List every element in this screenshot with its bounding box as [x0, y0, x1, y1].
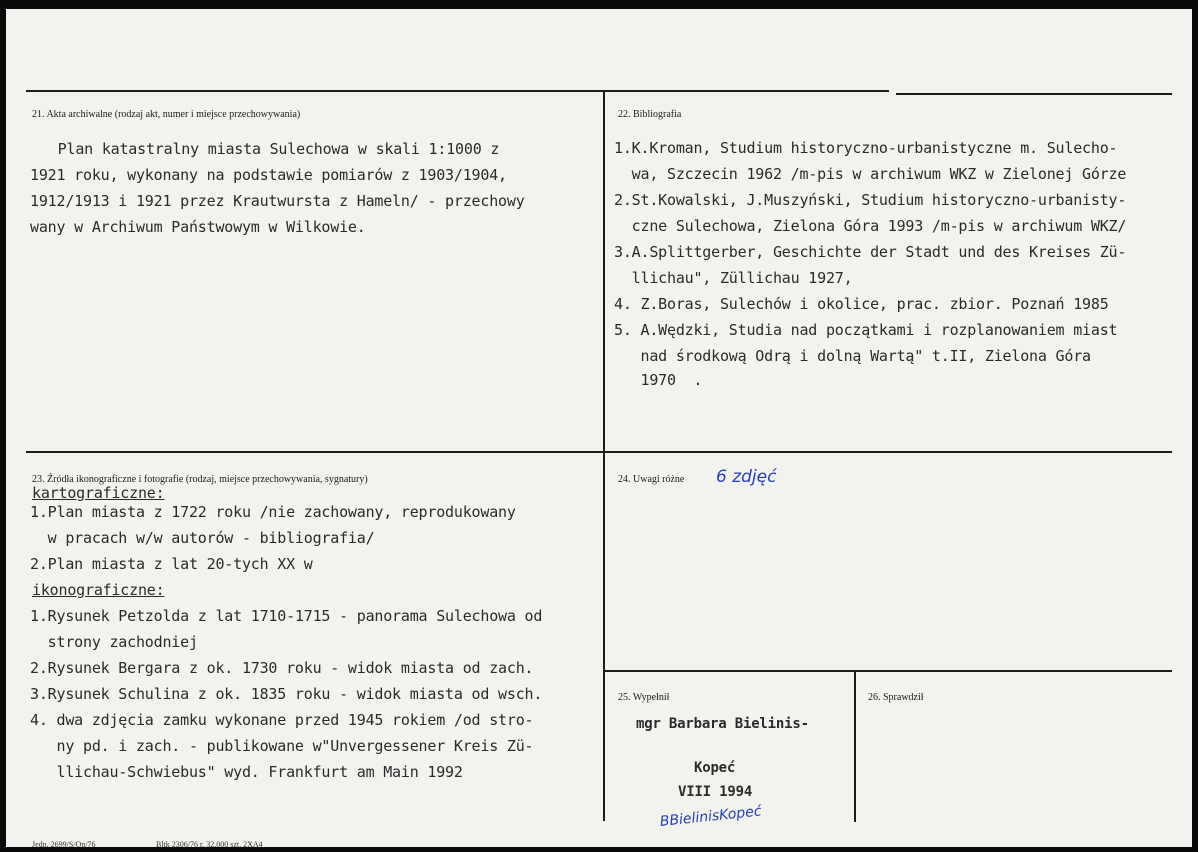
footer-left: Jedn. 2699/S/On/76 [32, 840, 96, 849]
bibliography-line: 3.A.Splittgerber, Geschichte der Stadt und des Kreises Zü- [614, 243, 1127, 261]
signature: BBielinisKopeć [659, 803, 763, 830]
center-divider-lower [603, 451, 605, 821]
section-23-label: 23. Źródła ikonograficzne i fotografie (rodzaj, miejsce przechowywania, sygnatury) [32, 474, 368, 485]
archival-line: 1921 roku, wykonany na podstawie pomiarów z 1903/1904, [30, 166, 507, 184]
signature-rule [605, 670, 1172, 672]
section-24-label: 24. Uwagi różne [618, 474, 685, 485]
iconography-line: 3.Rysunek Schulina z ok. 1835 roku - widok miasta od wsch. [30, 685, 543, 703]
iconography-line: 2.Rysunek Bergara z ok. 1730 roku - widok miasta od zach. [30, 659, 534, 677]
cartographic-heading: kartograficzne: [32, 484, 165, 502]
archival-line: wany w Archiwum Państwowym w Wilkowie. [30, 218, 366, 236]
signature-divider [854, 672, 856, 822]
archival-line: Plan katastralny miasta Sulechowa w skali 1:1000 z [40, 140, 500, 158]
iconography-line: w pracach w/w autorów - bibliografia/ [30, 529, 375, 547]
center-divider-upper [603, 92, 605, 454]
bibliography-line: nad środkową Odrą i dolną Wartą" t.II, Zielona Góra [614, 347, 1091, 365]
section-25-label: 25. Wypełnił [618, 692, 670, 703]
archival-line: 1912/1913 i 1921 przez Krautwursta z Hameln/ - przechowy [30, 192, 525, 210]
record-card [6, 9, 1192, 847]
bibliography-line: czne Sulechowa, Zielona Góra 1993 /m-pis w archiwum WKZ/ [614, 217, 1127, 235]
top-rule-right [896, 93, 1172, 95]
iconography-line: llichau-Schwiebus" wyd. Frankfurt am Main 1992 [30, 763, 463, 781]
bibliography-line: 4. Z.Boras, Sulechów i okolice, prac. zbior. Poznań 1985 [614, 295, 1109, 313]
bibliography-line: 1.K.Kroman, Studium historyczno-urbanistyczne m. Sulecho- [614, 139, 1118, 157]
bibliography-line: 2.St.Kowalski, J.Muszyński, Studium historyczno-urbanisty- [614, 191, 1127, 209]
iconography-line: strony zachodniej [30, 633, 198, 651]
section-26-label: 26. Sprawdził [868, 692, 924, 703]
bibliography-line: 5. A.Wędzki, Studia nad początkami i rozplanowaniem miast [614, 321, 1118, 339]
filled-by-name-line2: Kopeć [694, 760, 736, 776]
mid-rule [26, 451, 1172, 453]
section-21-label: 21. Akta archiwalne (rodzaj akt, numer i miejsce przechowywania) [32, 109, 301, 120]
filled-by-date: VIII 1994 [678, 784, 753, 800]
bibliography-line: 1970 . [614, 371, 703, 389]
iconography-line: 1.Rysunek Petzolda z lat 1710-1715 - panorama Sulechowa od [30, 607, 543, 625]
iconography-line: 2.Plan miasta z lat 20-tych XX w [30, 555, 313, 573]
iconography-line: 1.Plan miasta z 1722 roku /nie zachowany, reprodukowany [30, 503, 516, 521]
iconography-line: 4. dwa zdjęcia zamku wykonane przed 1945 rokiem /od stro- [30, 711, 534, 729]
filled-by-name-line1: mgr Barbara Bielinis- [636, 716, 809, 732]
iconography-line: ny pd. i zach. - publikowane w"Unvergessener Kreis Zü- [30, 737, 534, 755]
iconographic-heading: ikonograficzne: [32, 581, 165, 599]
top-rule-left [26, 90, 889, 92]
section-22-label: 22. Bibliografia [618, 109, 682, 120]
bibliography-line: llichau", Züllichau 1927, [614, 269, 853, 287]
bibliography-line: wa, Szczecin 1962 /m-pis w archiwum WKZ w Zielonej Górze [614, 165, 1127, 183]
footer-right: Bltk 2306/76 r. 32.000 szt. 2XA4 [156, 840, 263, 849]
remarks-handwritten: 6 zdjęć [716, 467, 777, 487]
